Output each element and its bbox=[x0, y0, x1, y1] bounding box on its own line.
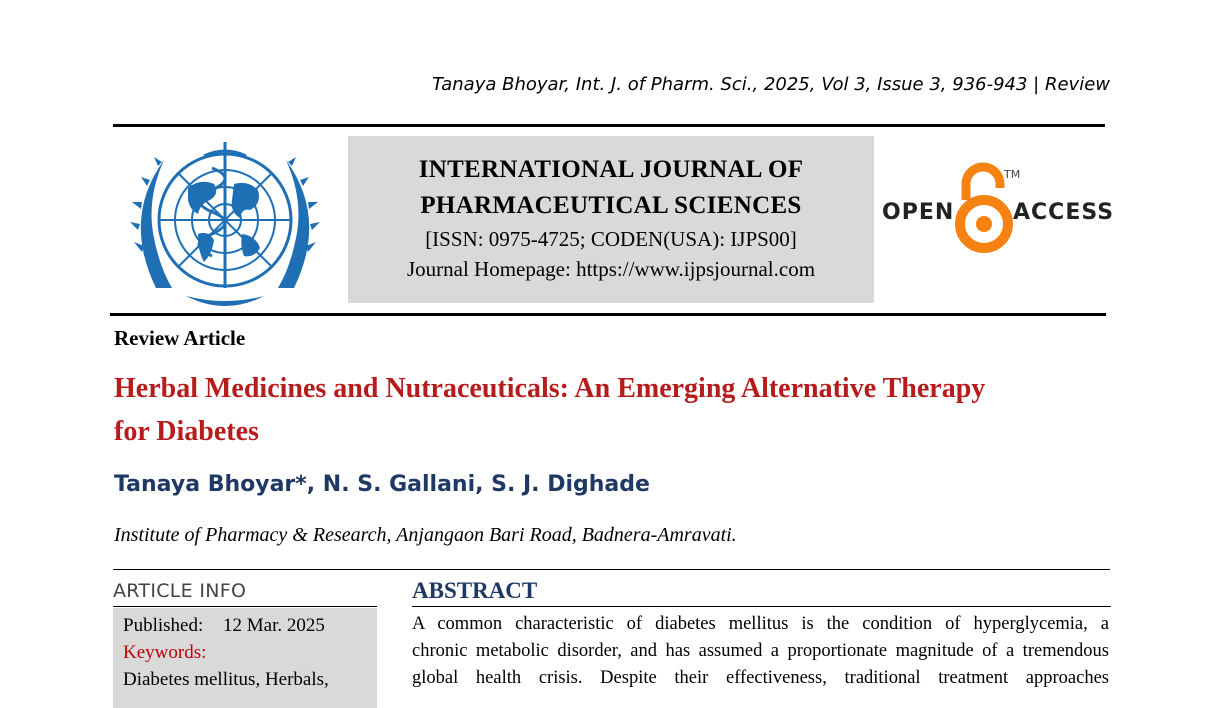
journal-issn: [ISSN: 0975-4725; CODEN(USA): IJPS00] bbox=[425, 227, 797, 251]
abstract-rule bbox=[412, 606, 1111, 607]
open-access-logo bbox=[880, 162, 1115, 256]
published-row bbox=[123, 612, 367, 639]
header-top-rule bbox=[113, 124, 1105, 127]
journal-title bbox=[348, 152, 874, 224]
open-access-access-text: ACCESS bbox=[1013, 200, 1115, 225]
section-divider bbox=[113, 569, 1110, 570]
journal-emblem-logo bbox=[126, 138, 324, 310]
journal-homepage: Journal Homepage: https://www.ijpsjournal.com bbox=[406, 257, 816, 281]
article-info-rule bbox=[113, 606, 377, 607]
abstract-body bbox=[412, 611, 1109, 692]
open-access-open-text: OPEN bbox=[882, 200, 955, 225]
journal-title-line1: INTERNATIONAL JOURNAL OF bbox=[418, 156, 804, 183]
journal-title-line2: PHARMACEUTICAL SCIENCES bbox=[420, 192, 802, 219]
article-info-box bbox=[113, 608, 377, 708]
abstract-line: global health crisis. Despite their effectiveness, traditional treatment approaches bbox=[412, 668, 1109, 688]
article-affiliation: Institute of Pharmacy & Research, Anjangaon Bari Road, Badnera-Amravati. bbox=[114, 524, 737, 546]
article-type: Review Article bbox=[114, 326, 246, 350]
abstract-heading: ABSTRACT bbox=[412, 578, 538, 603]
abstract-line: chronic metabolic disorder, and has assumed a proportionate magnitude of a tremendous bbox=[412, 641, 1109, 661]
keywords-label: Keywords: bbox=[123, 642, 207, 663]
article-title: Herbal Medicines and Nutraceuticals: An Emerging Alternative Therapy for Diabetes bbox=[114, 373, 986, 447]
article-info-heading: ARTICLE INFO bbox=[113, 580, 247, 602]
article-authors: Tanaya Bhoyar*, N. S. Gallani, S. J. Dighade bbox=[114, 472, 650, 497]
journal-masthead bbox=[348, 136, 874, 303]
header-bottom-rule bbox=[110, 313, 1106, 316]
running-header: Tanaya Bhoyar, Int. J. of Pharm. Sci., 2025, Vol 3, Issue 3, 936-943 | Review bbox=[432, 74, 1110, 95]
abstract-line: A common characteristic of diabetes mellitus is the condition of hyperglycemia, a bbox=[412, 614, 1109, 634]
keywords-list: Diabetes mellitus, Herbals, bbox=[123, 669, 329, 690]
trademark-mark: TM bbox=[1004, 168, 1021, 181]
published-label: Published: bbox=[123, 615, 204, 636]
published-date: 12 Mar. 2025 bbox=[223, 615, 325, 636]
